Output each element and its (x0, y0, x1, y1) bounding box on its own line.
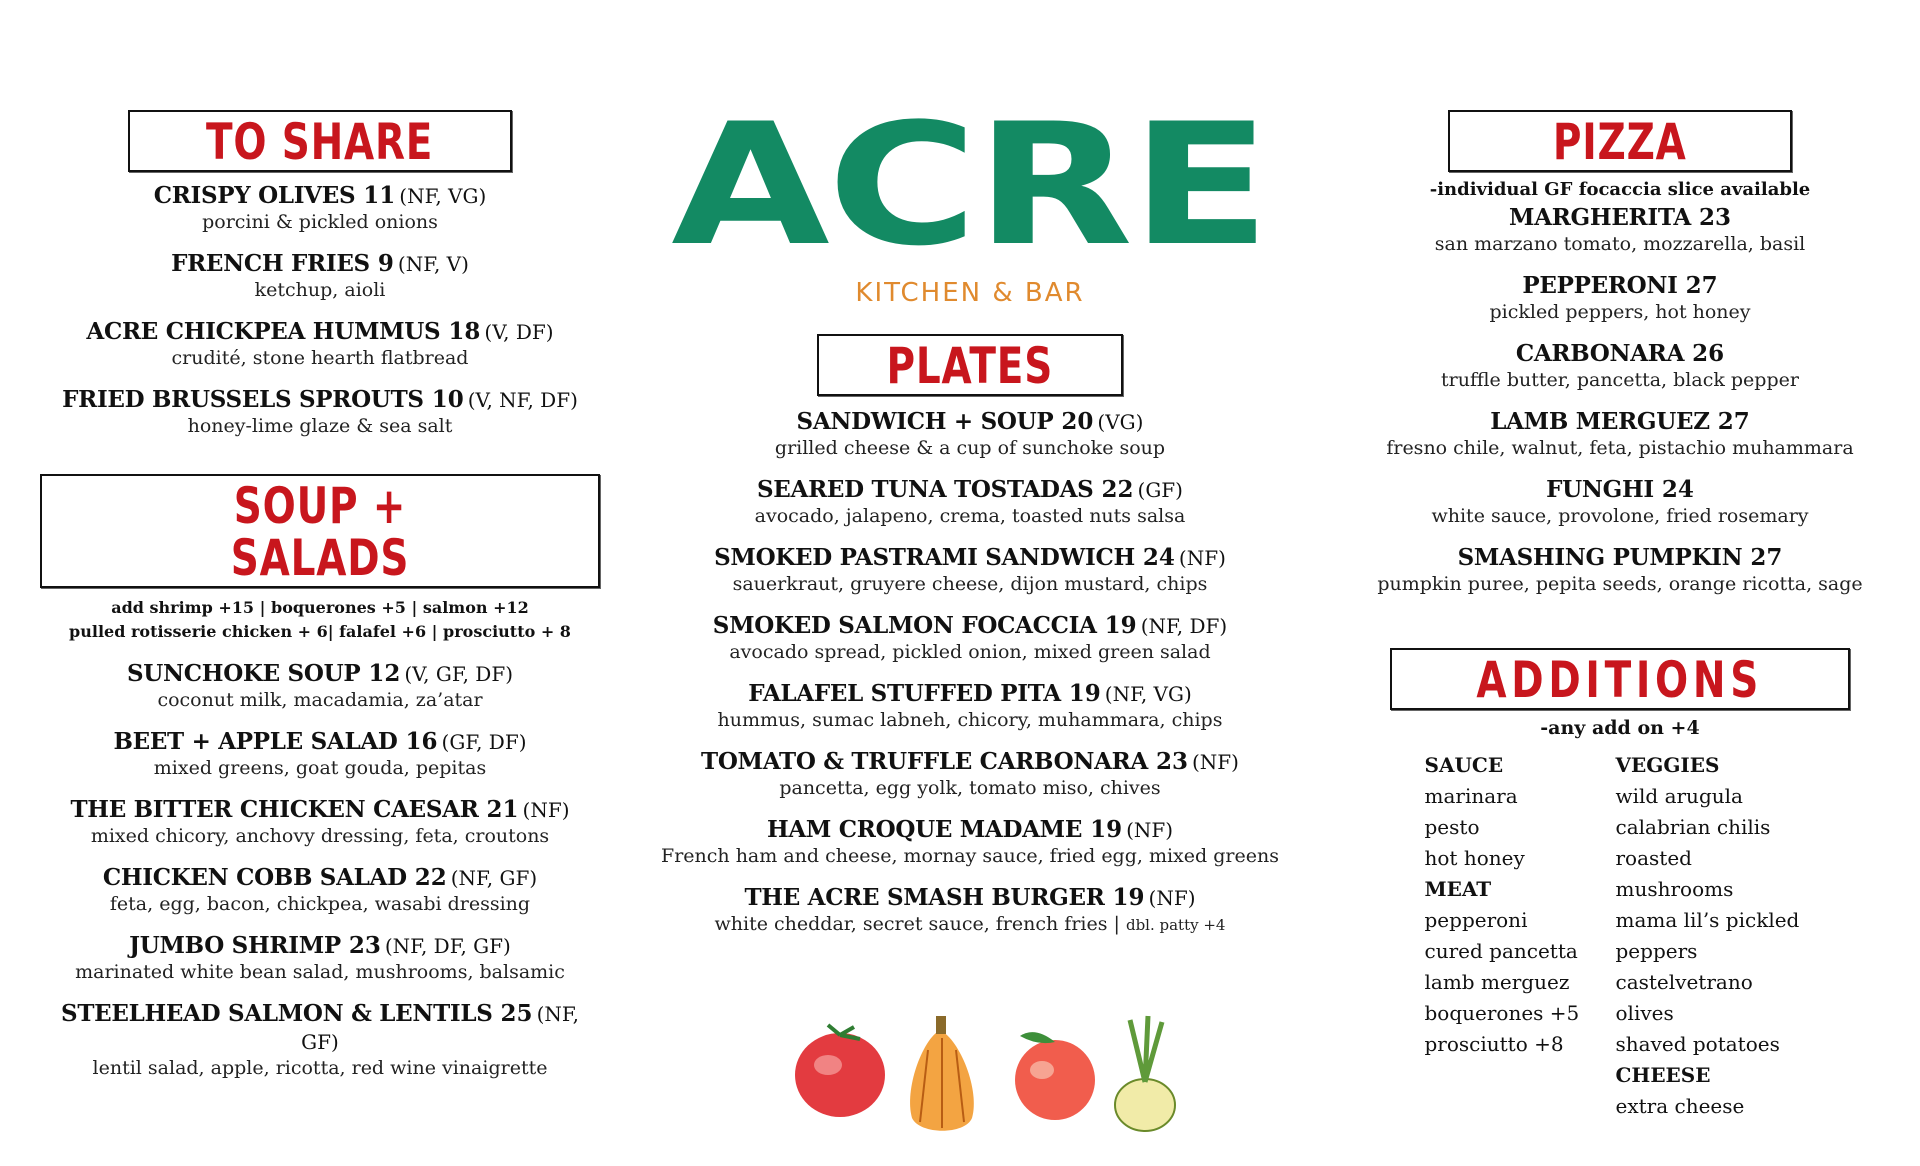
item-desc: pancetta, egg yolk, tomato miso, chives (779, 777, 1161, 799)
middle-column (650, 0, 1290, 937)
item-tags: (NF) (1192, 750, 1239, 774)
soup-salads-header (40, 474, 600, 588)
item-price: 19 (1090, 816, 1123, 843)
item-desc: mixed greens, goat gouda, pepitas (153, 757, 487, 779)
item-name: STEELHEAD SALMON & LENTILS (61, 1000, 493, 1027)
item-desc: fresno chile, walnut, feta, pistachio muhammara (1386, 437, 1854, 459)
item-desc: crudité, stone hearth flatbread (171, 347, 469, 369)
pizza-title-box (1448, 110, 1791, 172)
item-name: SANDWICH + SOUP (796, 408, 1054, 435)
item-desc: French ham and cheese, mornay sauce, fried egg, mixed greens (661, 845, 1279, 867)
logo-subtitle: KITCHEN & BAR (855, 278, 1085, 308)
item-price: 19 (1112, 884, 1145, 911)
item-desc-text: white cheddar, secret sauce, french fries | (714, 913, 1120, 935)
item-desc: mixed chicory, anchovy dressing, feta, croutons (90, 825, 550, 847)
tomato-icon (795, 1025, 885, 1117)
item-desc: ketchup, aioli (254, 279, 386, 301)
plates-list (650, 408, 1290, 937)
item-name: FALAFEL STUFFED PITA (748, 680, 1061, 707)
additions-col-right (1616, 750, 1816, 1122)
add-item: shaved potatoes (1615, 1032, 1780, 1056)
menu-item (40, 250, 600, 302)
item-name: CRISPY OLIVES (153, 182, 356, 209)
menu-item (650, 476, 1290, 528)
item-price: 11 (363, 182, 396, 209)
add-item: pesto (1424, 815, 1480, 839)
item-desc: grilled cheese & a cup of sunchoke soup (774, 437, 1166, 459)
item-price: 22 (1101, 476, 1134, 503)
item-tags: (NF) (1148, 886, 1196, 910)
cheese-label: CHEESE (1615, 1063, 1711, 1087)
plates-title: PLATES (886, 337, 1054, 395)
menu-item (40, 932, 600, 984)
soup-salads-list (40, 660, 600, 1080)
item-price: 23 (1698, 204, 1731, 231)
additions-header (1360, 648, 1880, 710)
item-price: 23 (348, 932, 381, 959)
menu-item (1360, 408, 1880, 460)
menu-item (40, 864, 600, 916)
add-item: roasted mushrooms (1615, 846, 1734, 901)
item-name: CHICKEN COBB SALAD (102, 864, 407, 891)
right-column (1360, 0, 1880, 1122)
item-desc: white sauce, provolone, fried rosemary (1431, 505, 1809, 527)
meat-label: MEAT (1424, 877, 1492, 901)
item-tags: (NF, GF) (450, 866, 538, 890)
item-desc: truffle butter, pancetta, black pepper (1441, 369, 1799, 391)
item-tags: (NF, DF, GF) (384, 934, 511, 958)
item-tags: (NF) (522, 798, 570, 822)
item-desc: san marzano tomato, mozzarella, basil (1434, 233, 1806, 255)
item-tags: (V, GF, DF) (404, 662, 514, 686)
item-tags: (NF, GF) (301, 1002, 579, 1054)
menu-item (650, 408, 1290, 460)
to-share-title: TO SHARE (206, 113, 434, 171)
item-name: CARBONARA (1515, 340, 1685, 367)
item-tags: (GF, DF) (441, 730, 527, 754)
item-name: THE BITTER CHICKEN CAESAR (70, 796, 479, 823)
menu-item (650, 544, 1290, 596)
item-desc (650, 912, 1290, 937)
add-item: marinara (1424, 784, 1518, 808)
item-name: SMOKED SALMON FOCACCIA (712, 612, 1097, 639)
add-item: mama lil’s pickled (1615, 908, 1800, 932)
item-price: 18 (448, 318, 481, 345)
item-tags: (NF, DF) (1140, 614, 1228, 638)
soup-salads-title-box (40, 474, 600, 588)
item-price: 9 (377, 250, 394, 277)
pizza-note: -individual GF focaccia slice available (1429, 179, 1811, 200)
additions-grid (1360, 750, 1880, 1122)
item-desc: avocado spread, pickled onion, mixed green salad (729, 641, 1211, 663)
menu-item (1360, 476, 1880, 528)
add-item: lamb merguez (1424, 970, 1570, 994)
add-item: wild arugula (1615, 784, 1743, 808)
item-price: 10 (431, 386, 464, 413)
menu-item (1360, 340, 1880, 392)
item-desc: coconut milk, macadamia, za’atar (157, 689, 483, 711)
item-tags: (NF, V) (397, 252, 469, 276)
add-item: calabrian chilis (1615, 815, 1771, 839)
soup-salads-note-1: add shrimp +15 | boquerones +5 | salmon +12 (111, 598, 529, 617)
item-tags: (NF) (1126, 818, 1174, 842)
item-name: SMASHING PUMPKIN (1457, 544, 1743, 571)
item-name: HAM CROQUE MADAME (766, 816, 1083, 843)
item-price: 27 (1750, 544, 1783, 571)
additions-title-box (1390, 648, 1849, 710)
left-column (40, 0, 600, 1080)
to-share-title-box (128, 110, 511, 172)
menu-item (40, 1000, 600, 1080)
add-item: extra cheese (1615, 1094, 1745, 1118)
item-name: FUNGHI (1546, 476, 1654, 503)
item-name: PEPPERONI (1522, 272, 1678, 299)
menu-item (650, 816, 1290, 868)
pizza-list (1360, 204, 1880, 596)
item-name: TOMATO & TRUFFLE CARBONARA (701, 748, 1148, 775)
item-name: JUMBO SHRIMP (129, 932, 341, 959)
item-name: ACRE CHICKPEA HUMMUS (86, 318, 441, 345)
item-name: FRENCH FRIES (171, 250, 370, 277)
item-desc: pickled peppers, hot honey (1489, 301, 1751, 323)
soup-salads-note-2: pulled rotisserie chicken + 6| falafel +6 | prosciutto + 8 (69, 622, 571, 641)
menu-item (650, 748, 1290, 800)
item-desc: pumpkin puree, pepita seeds, orange ricotta, sage (1377, 573, 1863, 595)
item-name: THE ACRE SMASH BURGER (744, 884, 1105, 911)
item-name: LAMB MERGUEZ (1490, 408, 1710, 435)
soup-salads-notes (40, 596, 600, 644)
item-desc: hummus, sumac labneh, chicory, muhammara, chips (717, 709, 1223, 731)
item-name: FRIED BRUSSELS SPROUTS (62, 386, 424, 413)
item-desc: avocado, jalapeno, crema, toasted nuts salsa (754, 505, 1186, 527)
add-item: boquerones +5 (1424, 1001, 1580, 1025)
add-item: hot honey (1424, 846, 1525, 870)
menu-item (40, 318, 600, 370)
item-price: 27 (1717, 408, 1750, 435)
add-item: peppers (1615, 939, 1698, 963)
menu-item (40, 728, 600, 780)
additions-note: -any add on +4 (1540, 717, 1700, 739)
plates-header (650, 334, 1290, 396)
logo (650, 87, 1290, 308)
item-price: 25 (500, 1000, 533, 1027)
fennel-icon (1115, 1016, 1175, 1131)
menu-item (1360, 204, 1880, 256)
item-desc: sauerkraut, gruyere cheese, dijon mustard, chips (732, 573, 1208, 595)
squash-icon (910, 1016, 974, 1131)
menu-item (650, 884, 1290, 937)
veggies-label: VEGGIES (1615, 753, 1720, 777)
item-price: 21 (486, 796, 519, 823)
item-price: 26 (1692, 340, 1725, 367)
item-name: MARGHERITA (1509, 204, 1691, 231)
vegetable-illustrations (760, 1010, 1200, 1140)
item-tags: (NF, VG) (1104, 682, 1192, 706)
item-price: 24 (1142, 544, 1175, 571)
add-item: cured pancetta (1424, 939, 1578, 963)
item-price: 23 (1155, 748, 1188, 775)
item-name: SMOKED PASTRAMI SANDWICH (714, 544, 1135, 571)
item-tags: (V, NF, DF) (467, 388, 578, 412)
item-price: 24 (1661, 476, 1694, 503)
item-name: SEARED TUNA TOSTADAS (757, 476, 1094, 503)
menu-item (40, 386, 600, 438)
additions-title: ADDITIONS (1476, 651, 1764, 709)
item-name: BEET + APPLE SALAD (113, 728, 398, 755)
item-price: 22 (414, 864, 447, 891)
item-price: 20 (1061, 408, 1094, 435)
item-desc: lentil salad, apple, ricotta, red wine vinaigrette (92, 1057, 548, 1079)
item-desc: feta, egg, bacon, chickpea, wasabi dressing (109, 893, 531, 915)
menu-item (650, 680, 1290, 732)
pizza-header (1360, 110, 1880, 172)
item-tags: (NF) (1178, 546, 1226, 570)
item-tags: (NF, VG) (399, 184, 487, 208)
add-item: prosciutto +8 (1424, 1032, 1564, 1056)
add-item: pepperoni (1424, 908, 1528, 932)
soup-salads-title: SOUP + SALADS (230, 477, 410, 587)
menu-item (1360, 544, 1880, 596)
item-desc: porcini & pickled onions (202, 211, 438, 233)
item-price: 27 (1685, 272, 1718, 299)
plates-title-box (817, 334, 1123, 396)
item-desc: honey-lime glaze & sea salt (187, 415, 453, 437)
item-name: SUNCHOKE SOUP (126, 660, 361, 687)
menu-item (1360, 272, 1880, 324)
logo-wordmark: ACRE (671, 87, 1269, 283)
sauce-label: SAUCE (1424, 753, 1504, 777)
item-tags: (GF) (1137, 478, 1183, 502)
item-desc-addon: dbl. patty +4 (1125, 916, 1226, 934)
to-share-list (40, 182, 600, 438)
item-tags: (VG) (1097, 410, 1144, 434)
item-price: 19 (1104, 612, 1137, 639)
menu-item (40, 796, 600, 848)
item-price: 19 (1068, 680, 1101, 707)
to-share-header (40, 110, 600, 172)
apple-icon (1015, 1032, 1095, 1120)
add-item: castelvetrano olives (1615, 970, 1753, 1025)
pizza-title: PIZZA (1553, 113, 1687, 171)
item-price: 12 (368, 660, 401, 687)
menu-item (650, 612, 1290, 664)
item-price: 16 (405, 728, 438, 755)
additions-col-left (1425, 750, 1590, 1122)
item-tags: (V, DF) (484, 320, 554, 344)
menu-item (40, 182, 600, 234)
menu-item (40, 660, 600, 712)
item-desc: marinated white bean salad, mushrooms, balsamic (75, 961, 565, 983)
